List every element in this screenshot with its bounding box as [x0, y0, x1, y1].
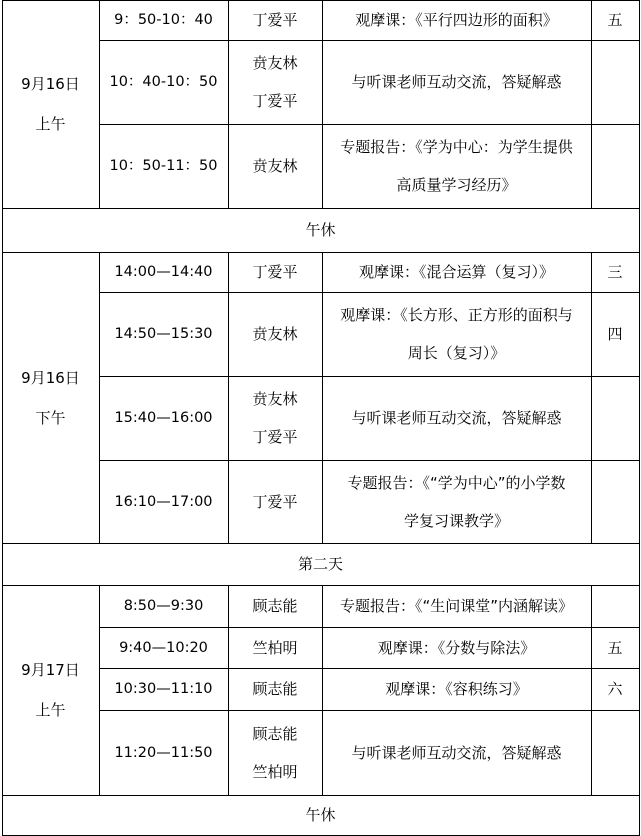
content-cell: [322, 0, 591, 40]
content-cell: [322, 668, 591, 710]
content-cell-line: 周长（复习）》: [407, 344, 506, 362]
session-date-cell-line: 上午: [35, 115, 66, 133]
teacher-cell-line: 丁爱平: [252, 428, 298, 446]
teacher-cell: [228, 710, 322, 795]
time-cell: 10：50-11：50: [109, 158, 218, 174]
time-cell: 9:40—10:20: [119, 639, 208, 656]
grade-cell: [591, 376, 639, 460]
teacher-cell-line: 贲友林: [252, 325, 298, 343]
grade-cell: [591, 124, 639, 208]
content-cell-line: 专题报告：《“生问课堂”内涵解读》: [339, 597, 574, 615]
content-cell-line: 专题报告：《“学为中心”的小学数: [347, 473, 566, 492]
teacher-cell-line: 贲友林: [252, 54, 298, 72]
grade-cell: 四: [607, 325, 623, 343]
session-date-cell: [2, 585, 99, 795]
teacher-cell: [228, 252, 322, 292]
grade-cell: [591, 40, 639, 124]
break-row-label: 午休: [305, 806, 336, 824]
content-cell-line: 观摩课：《平行四边形的面积》: [355, 11, 558, 29]
grade-cell: [591, 585, 639, 627]
session-date-cell-line: 上午: [35, 701, 66, 719]
grade-cell: 五: [607, 11, 623, 29]
session-date-cell-line: 9月17日: [21, 661, 80, 679]
time-cell: 11:20—11:50: [114, 744, 213, 761]
grade-cell: [591, 710, 639, 795]
session-date-cell-line: 9月16日: [21, 368, 80, 387]
time-cell: 10：40-10：50: [109, 74, 218, 90]
teacher-cell-line: 顾志能: [252, 597, 298, 615]
time-cell: 14:00—14:40: [114, 264, 213, 280]
content-cell-line: 学复习课教学》: [403, 511, 509, 530]
grade-cell: 三: [607, 263, 623, 281]
content-cell: [322, 585, 591, 627]
content-cell-line: 与听课老师互动交流，答疑解惑: [351, 743, 562, 762]
teacher-cell-line: 丁爱平: [252, 11, 298, 29]
content-cell: [322, 627, 591, 668]
teacher-cell-line: 丁爱平: [252, 492, 298, 511]
content-cell: [322, 124, 591, 208]
break-row-label: 第二天: [297, 555, 343, 573]
session-date-cell-line: 9月16日: [21, 75, 80, 93]
content-cell-line: 观摩课：《容积练习》: [385, 680, 528, 698]
content-cell: [322, 40, 591, 124]
teacher-cell: [228, 124, 322, 208]
time-cell: 10:30—11:10: [114, 681, 213, 697]
teacher-cell-line: 竺柏明: [252, 762, 298, 781]
time-cell: 8:50—9:30: [123, 598, 204, 614]
teacher-cell-line: 丁爱平: [252, 92, 298, 110]
teacher-cell: [228, 627, 322, 668]
time-cell: 15:40—16:00: [114, 410, 213, 426]
teacher-cell: [228, 376, 322, 460]
content-cell-line: 与听课老师互动交流，答疑解惑: [351, 73, 562, 91]
teacher-cell: [228, 668, 322, 710]
content-cell: [322, 460, 591, 543]
grade-cell: [591, 460, 639, 543]
teacher-cell-line: 贲友林: [252, 390, 298, 408]
content-cell-line: 高质量学习经历》: [396, 176, 517, 194]
time-cell: 9：50-10：40: [114, 12, 213, 28]
teacher-cell-line: 竺柏明: [252, 638, 298, 657]
content-cell: [322, 292, 591, 376]
content-cell-line: 专题报告：《学为中心：为学生提供: [340, 138, 573, 156]
teacher-cell: [228, 40, 322, 124]
teacher-cell: [228, 292, 322, 376]
teacher-cell-line: 顾志能: [252, 724, 298, 743]
content-cell-line: 与听课老师互动交流，答疑解惑: [351, 409, 562, 427]
content-cell-line: 观摩课：《长方形、正方形的面积与: [340, 306, 573, 324]
teacher-cell-line: 贲友林: [252, 157, 298, 175]
time-cell: 14:50—15:30: [114, 326, 213, 342]
teacher-cell-line: 丁爱平: [252, 263, 298, 281]
content-cell-line: 观摩课：《混合运算（复习）》: [358, 263, 554, 281]
content-cell-line: 观摩课：《分数与除法》: [377, 638, 536, 657]
teacher-cell: [228, 0, 322, 40]
teacher-cell: [228, 585, 322, 627]
content-cell: [322, 710, 591, 795]
session-date-cell: [2, 252, 99, 543]
session-date-cell-line: 下午: [35, 408, 66, 427]
grade-cell: 五: [607, 638, 623, 657]
content-cell: [322, 252, 591, 292]
teacher-cell-line: 顾志能: [252, 680, 298, 698]
grade-cell: 六: [607, 680, 623, 698]
session-date-cell: [2, 0, 99, 208]
break-row-label: 午休: [305, 221, 336, 239]
teacher-cell: [228, 460, 322, 543]
time-cell: 16:10—17:00: [114, 493, 213, 510]
content-cell: [322, 376, 591, 460]
